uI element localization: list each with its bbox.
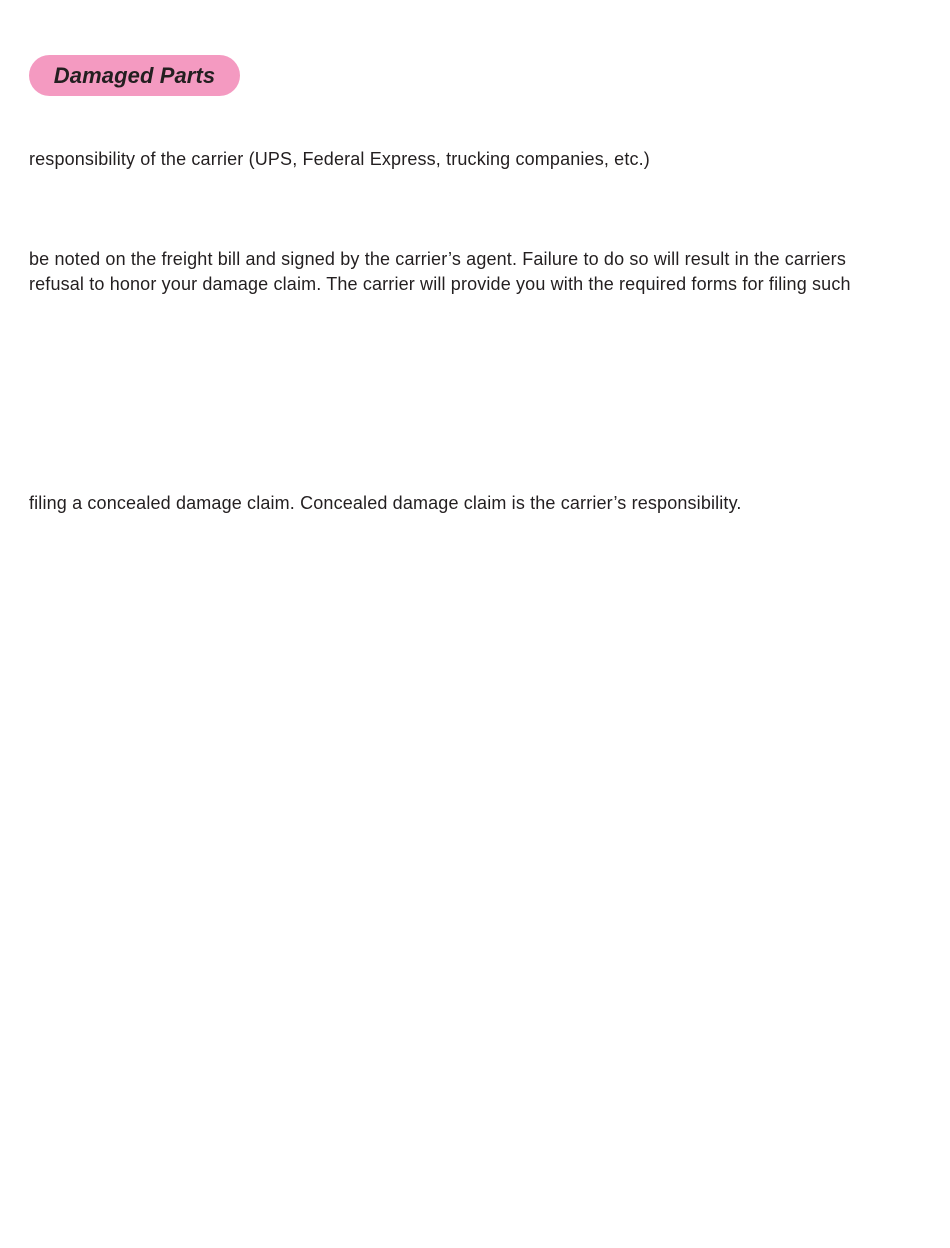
body-text-line: responsibility of the carrier (UPS, Federal Express, trucking companies, etc.) [29,149,650,169]
section-title: Damaged Parts [53,62,216,88]
body-text-line: filing a concealed damage claim. Concealed damage claim is the carrier’s responsibility. [29,493,742,513]
section-heading-badge [29,55,240,96]
body-text-line: be noted on the freight bill and signed by the carrier’s agent. Failure to do so will result in the carriers [29,249,846,269]
body-text-line: refusal to honor your damage claim. The carrier will provide you with the required forms for filing such [29,274,851,294]
